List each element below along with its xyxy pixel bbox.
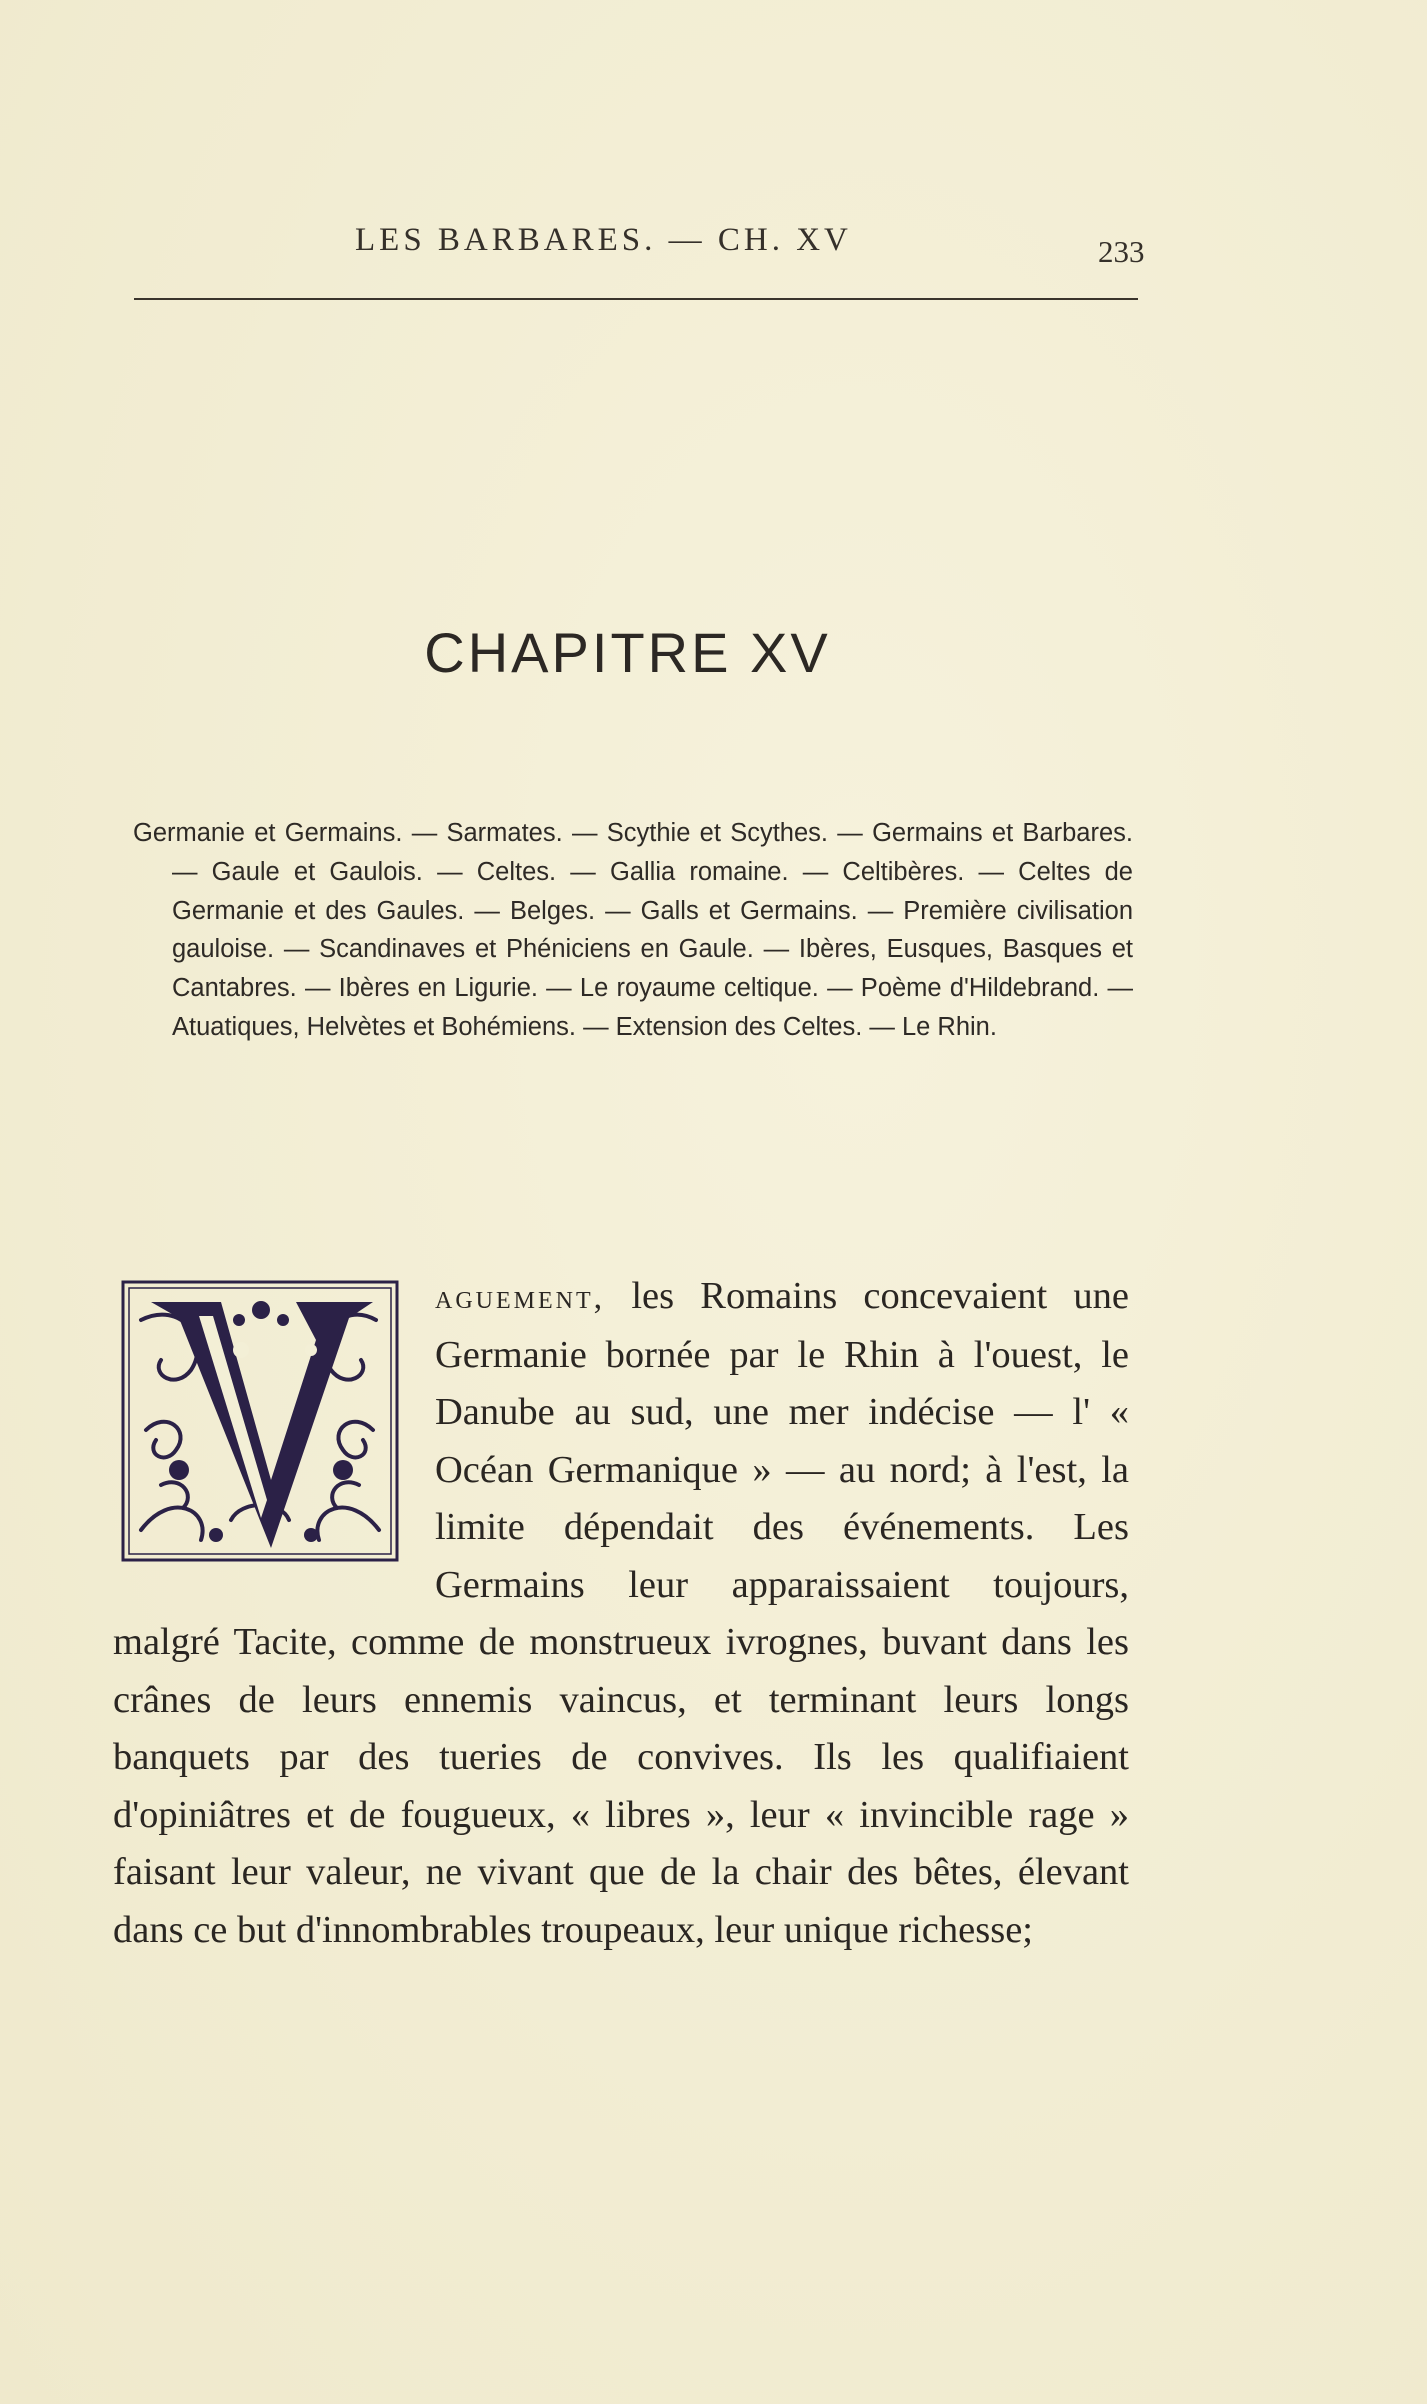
chapter-summary: Germanie et Germains. — Sarmates. — Scythie et Scythes. — Germains et Barbares. — Gaule et Gaulois. — Celtes. — Gallia romaine. — Celtibères. — Celtes de Germanie et des Gaules. — Belges. — Galls et Germains. — Première civilisation gauloise. — Scandinaves et Phéniciens en Gaule. — Ibères, Eusques, Basques et Cantabres. — Ibères en Ligurie. — Le royaume celtique. — Poème d'Hildebrand. — Atuatiques, Helvètes et Bohémiens. — Extension des Celtes. — Le Rhin. — [133, 819, 1133, 1041]
lead-word: aguement, — [435, 1279, 606, 1316]
header-rule — [134, 298, 1138, 300]
page-number: 233 — [1098, 234, 1145, 269]
body-text — [113, 1268, 1129, 1959]
chapter-title: CHAPITRE XV — [424, 621, 831, 684]
body-paragraph-text: les Romains concevaient une Germanie bornée par le Rhin à l'ouest, le Danube au sud, une mer indécise — l' « Océan Germanique » — au nord; à l'est, la limite dépendait des événements. Les Germains leur apparaissaient toujours, malgré Tacite, comme de monstrueux ivrognes, buvant dans les crânes de leurs ennemis vaincus, et terminant leurs longs banquets par des tueries de convives. Ils les qualifiaient d'opiniâtres et de fougueux, « libres », leur « invincible rage » faisant leur valeur, ne vivant que de la chair des bêtes, élevant dans ce but d'innombrables troupeaux, leur unique richesse; — [113, 1275, 1129, 1951]
dropcap-space — [113, 1268, 435, 1608]
running-head: LES BARBARES. — CH. XV — [355, 222, 852, 258]
